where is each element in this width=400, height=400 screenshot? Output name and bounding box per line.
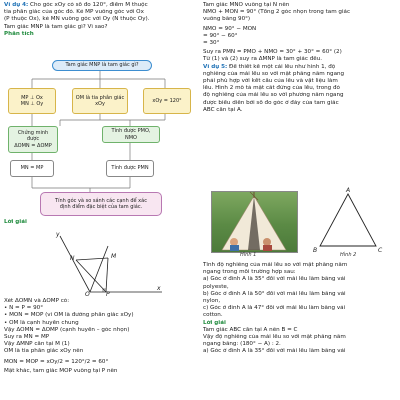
solution-line: • MON = MOP (vì OM là đường phân giác xOy): [4, 312, 134, 319]
tent-illustration: [212, 192, 297, 252]
text-line: = 90° − 60°: [203, 32, 238, 39]
example-5-line: phải phù hợp với kết cấu của lều và vật liệu làm: [203, 78, 338, 85]
text-line: ngang trong mỗi trường hợp sau:: [203, 269, 296, 276]
solution-title: Lời giải: [4, 219, 27, 225]
example-4-line: Tam giác MNP là tam giác gì? Vì sao?: [4, 23, 108, 30]
text-line: NMO + MON = 90° (Tổng 2 góc nhọn trong tam giác: [203, 9, 351, 16]
solution-line: • OM là cạnh huyền chung: [4, 319, 79, 326]
solution-title: Lời giải: [203, 319, 226, 326]
right-column: [203, 2, 396, 114]
text-line: c) Góc ở đỉnh A là 47° đối với mái lều làm bằng vải: [203, 305, 346, 312]
text-line: vuông bằng 90°): [203, 16, 251, 23]
figure-1-caption: Hình 1: [240, 252, 257, 258]
label-x: x: [157, 285, 161, 292]
example-5-line: lều. Hình 2 mô tả mặt cắt đứng của lều, trong đó: [203, 85, 340, 92]
example-5-line: được biểu diễn bởi số đo góc ở đáy của tam giác: [203, 99, 339, 106]
text-line: cotton.: [203, 312, 223, 319]
flow-compute-angles-box: Tính được PMO, NMO: [102, 126, 160, 143]
solution-line: a) Góc ở đỉnh A là 35° đối với mái lều làm bằng vải: [203, 348, 346, 355]
text-line: b) Góc ở đỉnh A là 50° đối với mái lều làm bằng vải: [203, 290, 346, 297]
isosceles-triangle-figure: [300, 186, 395, 256]
example-4-line: (P thuộc Ox), kẻ MN vuông góc với Oy (N thuộc Oy).: [4, 16, 150, 23]
solution-line: Vậy ΔOMN = ΔOMP (cạnh huyền – góc nhọn): [4, 326, 130, 333]
text-line: polyeste,: [203, 283, 229, 290]
solution-line: MON = MOP = xOy/2 = 120°/2 = 60°: [4, 358, 109, 365]
example-5-line: độ nghiêng của mái lều so với phương nằm ngang: [203, 92, 344, 99]
example-4-label: Ví dụ 4:: [4, 2, 29, 8]
solution-line: • N = P = 90°: [4, 305, 44, 312]
angle-bisector-figure: [50, 228, 170, 296]
solution-line: Xét ΔOMN và ΔOMP có:: [4, 298, 70, 304]
text-line: = 30°: [203, 40, 220, 47]
flow-bisector-box: OM là tia phân giác xOy: [72, 88, 128, 114]
solution-line: ngang bằng: (180° − Â) : 2.: [203, 341, 281, 348]
example-5-line: Ví dụ 5: Để thiết kế một cái lều như hình 1, độ: [203, 63, 336, 70]
text-line: Tính độ nghiêng của mái lều so với mặt phẳng nằm: [203, 262, 348, 268]
text-line: Tam giác MNO vuông tại N nên: [203, 2, 290, 8]
label-c: C: [378, 247, 383, 254]
solution-line: Suy ra MN = MP: [4, 334, 50, 341]
text-line: NMO = 90° − MON: [203, 25, 257, 32]
solution-line: Tam giác ABC cân tại A nên B = C: [203, 326, 298, 333]
left-solution-text: [4, 298, 197, 375]
solution-line: Mặt khác, tam giác MOP vuông tại P nên: [4, 367, 118, 374]
label-y: y: [56, 231, 60, 238]
right-questions: [203, 262, 396, 356]
flow-conclusion-box: Tính góc và so sánh các cạnh để xác định điểm đặc biệt của tam giác.: [40, 192, 162, 216]
label-o: O: [85, 291, 90, 296]
figure-2-caption: Hình 2: [340, 252, 357, 258]
label-m: M: [111, 253, 117, 260]
label-n: N: [70, 255, 75, 262]
analysis-title: Phân tích: [4, 30, 34, 37]
flow-question-box: Tam giác MNP là tam giác gì?: [52, 60, 152, 71]
tent-photo: [211, 191, 298, 253]
label-b: B: [313, 247, 318, 254]
example-4-line: Ví dụ 4: Cho góc xOy có số đo 120°, điểm M thuộc: [4, 2, 148, 8]
example-5-label: Ví dụ 5:: [203, 63, 228, 70]
example-5-line: ABC cân tại A.: [203, 106, 243, 113]
flow-compute-pmn-box: Tính được PMN: [106, 160, 154, 177]
text-line: nylon,: [203, 298, 221, 305]
label-p: P: [106, 291, 110, 296]
solution-line: OM là tia phân giác xOy nên: [4, 348, 84, 355]
text-line: Suy ra PMN = PMO + NMO = 30° + 30° = 60° (2): [203, 49, 342, 56]
solution-line: Vậy độ nghiêng của mái lều so với mặt phẳng nằm: [203, 334, 346, 341]
label-a: A: [346, 187, 351, 194]
text-line: Từ (1) và (2) suy ra ΔMNP là tam giác đều.: [203, 56, 323, 63]
example-4-line: tia phân giác của góc đó. Kẻ MP vuông góc với Ox: [4, 9, 144, 16]
text-line: a) Góc ở đỉnh A là 35° đối với mái lều làm bằng vải: [203, 276, 346, 283]
flow-equal-sides-box: MN = MP: [10, 160, 54, 177]
flow-perpendicular-box: MP ⊥ Ox MN ⊥ Oy: [8, 88, 56, 114]
example-5-line: nghiêng của mái lều so với mặt phẳng nằm ngang: [203, 70, 345, 77]
flow-congruence-box: Chứng minh được ΔOMN = ΔOMP: [8, 126, 58, 153]
left-solution: [4, 219, 197, 226]
solution-line: Vậy ΔMNP cân tại M (1): [4, 341, 70, 348]
flow-angle-box: xOy = 120°: [143, 88, 191, 114]
